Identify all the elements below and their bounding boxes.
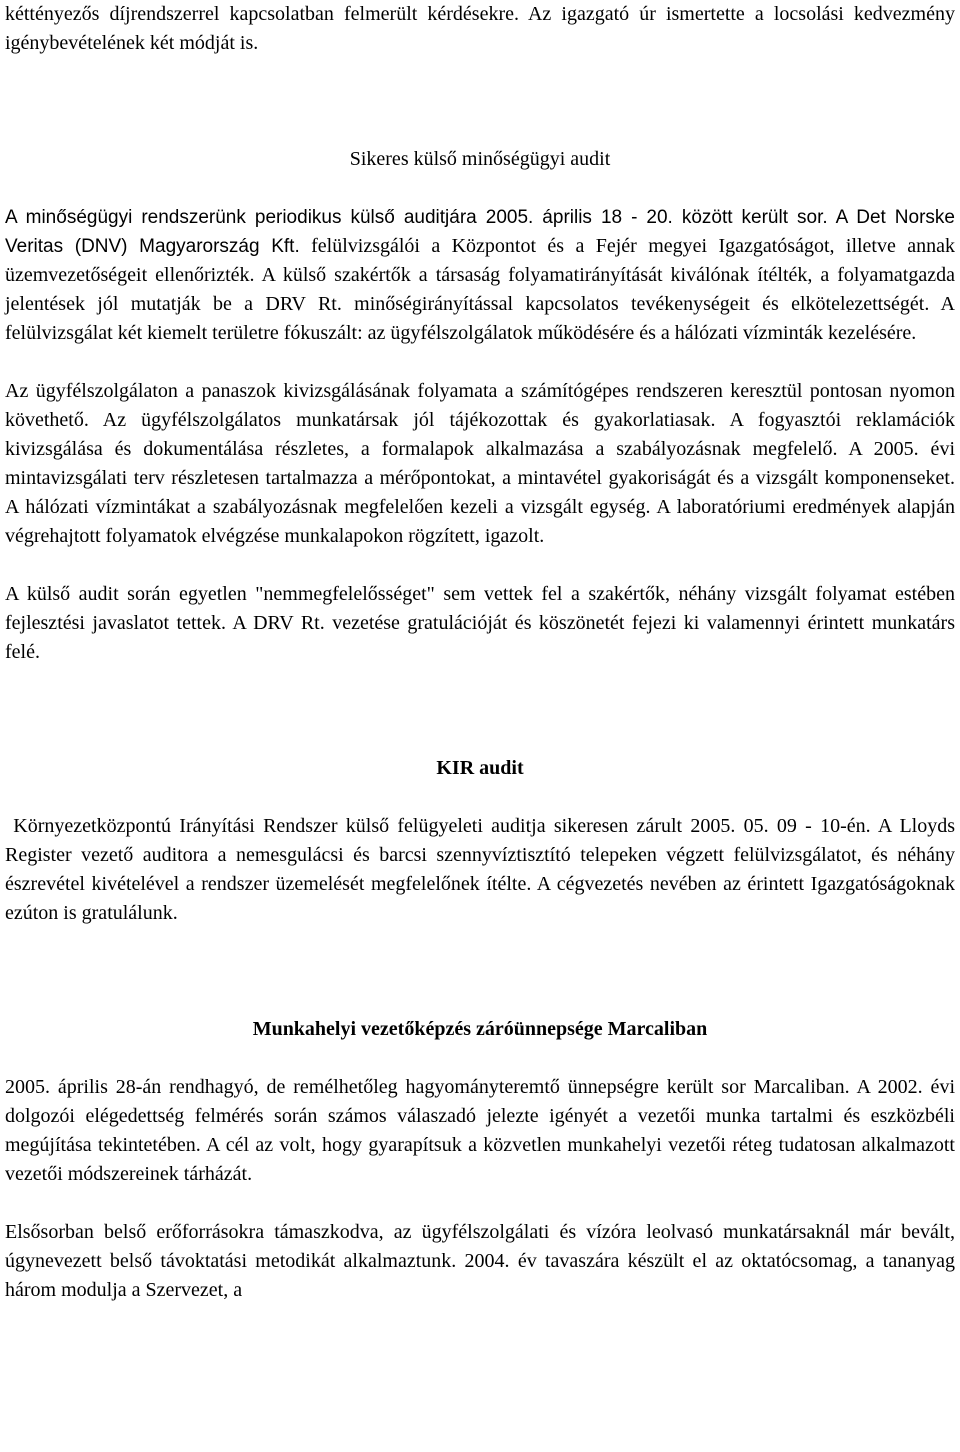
spacer (5, 928, 955, 1015)
section-title-training: Munkahelyi vezetőképzés záróünnepsége Marcaliban (252, 1018, 708, 1040)
spacer (5, 58, 955, 145)
spacer (5, 1044, 955, 1073)
kir-audit-paragraph: Környezetközpontú Irányítási Rendszer külső felügyeleti auditja sikeresen zárult 2005. 05. 09 - 10-én. A Lloyds Register vezető auditora a nemesgulácsi és barcsi szennyvíztisztító telepeken végzett felülvizsgálatot, és néhány észrevétel kivételével a rendszer üzemelését megfelelőnek ítélte. A cégvezetés nevében az érintett Igazgatóságoknak ezúton is gratulálunk. (5, 815, 960, 924)
spacer (5, 783, 955, 812)
section-title-quality-audit: Sikeres külső minőségügyi audit (349, 148, 611, 170)
spacer (5, 667, 955, 754)
quality-audit-paragraph-1-sans: A minőségügyi rendszerünk periodikus külső auditjára 2005. április 18 - 20. között került sor. A Det Norske Veritas (DNV) Magyarország Kft. (5, 207, 955, 257)
spacer (5, 1189, 955, 1218)
spacer (5, 348, 955, 377)
training-paragraph-2: Elsősorban belső erőforrásokra támaszkodva, az ügyfélszolgálati és vízóra leolvasó munkatársaknál már bevált, úgynevezett belső távoktatási metodikát alkalmaztunk. 2004. év tavaszára készült el az oktatócsomag, a tananyag három modulja a Szervezet, a (5, 1221, 955, 1301)
spacer (5, 174, 955, 203)
section-title-kir-audit: KIR audit (436, 757, 524, 779)
quality-audit-paragraph-3: A külső audit során egyetlen "nemmegfelelősséget" sem vettek fel a szakértők, néhány vizsgált folyamat estében fejlesztési javaslatot tettek. A DRV Rt. vezetése gratulációját és köszönetét fejezi ki valamennyi érintett munkatárs felé. (5, 583, 955, 663)
training-paragraph-1: 2005. április 28-án rendhagyó, de remélhetőleg hagyományteremtő ünnepségre került sor Marcaliban. A 2002. évi dolgozói elégedettség felmérés során számos válaszadó jelezte igényét a vezetői munka tartalmi és eszközbéli megújítása tekintetében. A cél az volt, hogy gyarapítsuk a közvetlen munkahelyi vezetői réteg tudatosan alkalmazott vezetői módszereinek tárházát. (5, 1076, 955, 1185)
document-page (5, 0, 960, 1305)
quality-audit-paragraph-1 (5, 203, 955, 348)
spacer (5, 551, 955, 580)
intro-paragraph: kéttényezős díjrendszerrel kapcsolatban felmerült kérdésekre. Az igazgató úr ismertette a locsolási kedvezmény igénybevételének két módját is. (5, 3, 955, 54)
quality-audit-paragraph-2: Az ügyfélszolgálaton a panaszok kivizsgálásának folyamata a számítógépes rendszeren keresztül pontosan nyomon követhető. Az ügyfélszolgálatos munkatársak jól tájékozottak és gyakorlatiasak. A fogyasztói reklamációk kivizsgálása és dokumentálása részletes, a formalapok alkalmazása a szabályozásnak megfelelő. A 2005. évi mintavizsgálati terv részletesen tartalmazza a mérőpontokat, a mintavétel gyakoriságát és a vizsgált komponenseket. A hálózati vízmintákat a szabályozásnak megfelelően kezeli a vizsgált egység. A laboratóriumi eredmények alapján végrehajtott folyamatok elvégzése munkalapokon rögzített, igazolt. (5, 380, 955, 547)
quality-audit-paragraph-1-rest: felülvizsgálói a Központot és a Fejér megyei Igazgatóságot, illetve annak üzemvezetőségeit ellenőrizték. A külső szakértők a társaság folyamatirányítását kiválónak ítélték, a folyamatgazda jelentések jól mutatják be a DRV Rt. minőségirányítással kapcsolatos tevékenységeit és elkötelezettségét. A felülvizsgálat két kiemelt területre fókuszált: az ügyfélszolgálatok működésére és a hálózati vízminták kezelésére. (5, 235, 955, 344)
